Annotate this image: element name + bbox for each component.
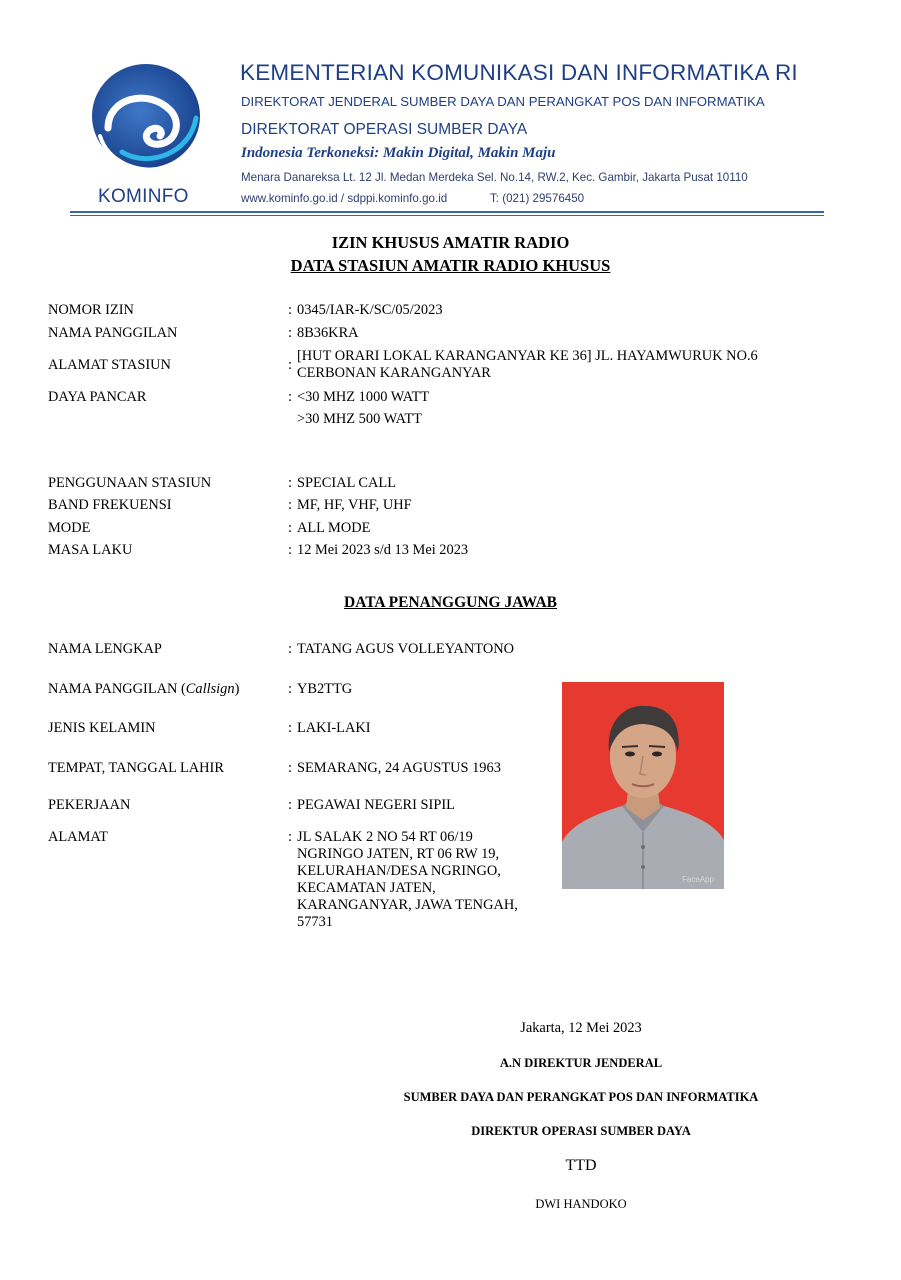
address-line: NGRINGO JATEN, RT 06 RW 19,: [297, 846, 500, 862]
colon: :: [288, 829, 292, 845]
colon: :: [288, 520, 292, 536]
value: [297, 348, 758, 382]
colon: :: [288, 325, 292, 341]
value: MF, HF, VHF, UHF: [297, 497, 412, 513]
signature-ttd: TTD: [565, 1157, 597, 1174]
directorate-general: DIREKTORAT JENDERAL SUMBER DAYA DAN PERANGKAT POS DAN INFORMATIKA: [241, 94, 765, 109]
label: ALAMAT: [48, 829, 108, 845]
colon: :: [288, 720, 292, 736]
photo-watermark: FaceApp: [682, 875, 715, 884]
value: YB2TTG: [297, 681, 353, 697]
address-line: KECAMATAN JATEN,: [297, 880, 436, 896]
phone: T: (021) 29576450: [490, 192, 585, 205]
signature-date: Jakarta, 12 Mei 2023: [520, 1020, 642, 1036]
colon: :: [288, 302, 292, 318]
value: 12 Mei 2023 s/d 13 Mei 2023: [297, 542, 469, 558]
logo-text: KOMINFO: [98, 186, 189, 207]
label-italic: Callsign: [185, 681, 235, 697]
label: PEKERJAAN: [48, 797, 131, 813]
value-line: CERBONAN KARANGANYAR: [297, 365, 491, 381]
label: ALAMAT STASIUN: [48, 357, 171, 373]
colon: :: [288, 497, 292, 513]
colon: :: [288, 357, 292, 373]
label: PENGGUNAAN STASIUN: [48, 475, 212, 491]
label: MASA LAKU: [48, 542, 133, 558]
colon: :: [288, 797, 292, 813]
value: 8B36KRA: [297, 325, 359, 341]
document-subtitle-text: DATA STASIUN AMATIR RADIO KHUSUS: [290, 256, 611, 275]
section-heading-text: DATA PENANGGUNG JAWAB: [344, 594, 557, 611]
label: DAYA PANCAR: [48, 389, 147, 405]
kominfo-logo-icon: [78, 58, 218, 188]
website: www.kominfo.go.id / sdppi.kominfo.go.id: [241, 192, 448, 205]
label: BAND FREKUENSI: [48, 497, 172, 513]
value-line: [HUT ORARI LOKAL KARANGANYAR KE 36] JL. HAYAMWURUK NO.6: [297, 348, 758, 364]
value: 0345/IAR-K/SC/05/2023: [297, 302, 443, 318]
label-part: NAMA PANGGILAN (: [48, 681, 186, 697]
header-divider: [70, 211, 824, 213]
signature-an: A.N DIREKTUR JENDERAL: [499, 1056, 663, 1070]
label-part: ): [234, 681, 240, 697]
person-photo: [562, 682, 724, 889]
value: <30 MHZ 1000 WATT: [297, 389, 430, 405]
value-line-2: >30 MHZ 500 WATT: [297, 411, 422, 427]
signature-director: DIREKTUR OPERASI SUMBER DAYA: [471, 1124, 691, 1138]
header-divider-thin: [70, 215, 824, 216]
address-line: 57731: [297, 914, 333, 930]
value: [297, 829, 518, 931]
colon: :: [288, 542, 292, 558]
colon: :: [288, 641, 292, 657]
value: PEGAWAI NEGERI SIPIL: [297, 797, 455, 813]
label: NOMOR IZIN: [48, 302, 134, 318]
document-subtitle: [0, 256, 901, 276]
address-line: KELURAHAN/DESA NGRINGO,: [297, 863, 501, 879]
value: LAKI-LAKI: [297, 720, 371, 736]
value: TATANG AGUS VOLLEYANTONO: [297, 641, 515, 657]
tagline: Indonesia Terkoneksi: Makin Digital, Makin Maju: [241, 145, 556, 161]
address-line: KARANGANYAR, JAWA TENGAH,: [297, 897, 518, 913]
label: NAMA LENGKAP: [48, 641, 162, 657]
colon: :: [288, 681, 292, 697]
value: SEMARANG, 24 AGUSTUS 1963: [297, 760, 501, 776]
colon: :: [288, 760, 292, 776]
signatory-name: DWI HANDOKO: [535, 1197, 627, 1211]
colon: :: [288, 389, 292, 405]
ministry-title: KEMENTERIAN KOMUNIKASI DAN INFORMATIKA RI: [240, 60, 798, 85]
label: TEMPAT, TANGGAL LAHIR: [48, 760, 224, 776]
value: SPECIAL CALL: [297, 475, 397, 491]
colon: :: [288, 475, 292, 491]
label: MODE: [48, 520, 91, 536]
document-title: IZIN KHUSUS AMATIR RADIO: [331, 233, 570, 252]
value: ALL MODE: [297, 520, 371, 536]
label: NAMA PANGGILAN: [48, 325, 178, 341]
address-line: JL SALAK 2 NO 54 RT 06/19: [297, 829, 473, 845]
office-address: Menara Danareksa Lt. 12 Jl. Medan Merdeka Sel. No.14, RW.2, Kec. Gambir, Jakarta Pusat 10110: [241, 171, 748, 184]
section-heading: [0, 594, 901, 612]
portrait-image: [562, 682, 724, 889]
label: JENIS KELAMIN: [48, 720, 156, 736]
signature-sdppi: SUMBER DAYA DAN PERANGKAT POS DAN INFORMATIKA: [403, 1090, 759, 1104]
label: [48, 681, 239, 698]
directorate: DIREKTORAT OPERASI SUMBER DAYA: [241, 121, 528, 138]
